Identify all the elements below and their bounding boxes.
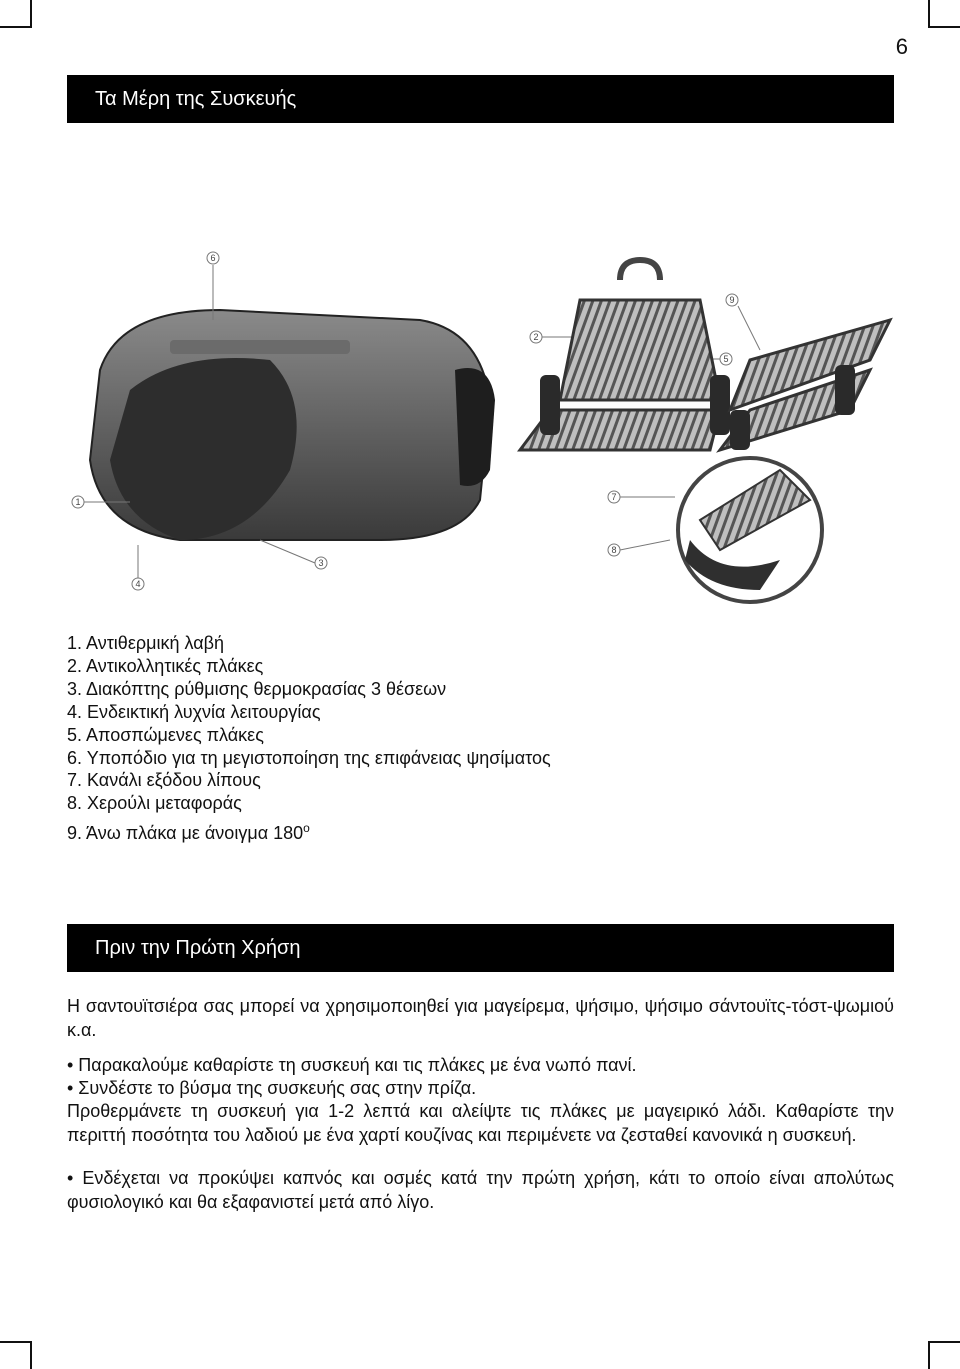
- callout-1: 1: [75, 497, 81, 507]
- section-header-first-use: [67, 924, 894, 972]
- open-grill-image: [520, 260, 730, 450]
- callout-5: 5: [723, 354, 729, 364]
- callout-2: 2: [533, 332, 539, 342]
- crop-mark: [30, 0, 32, 28]
- closed-grill-image: [90, 310, 495, 540]
- section-header-parts: [67, 75, 894, 123]
- callout-7: 7: [611, 492, 617, 502]
- list-item: 2. Αντικολλητικές πλάκες: [67, 655, 264, 676]
- crop-mark: [930, 26, 960, 28]
- callout-8: 8: [611, 545, 617, 555]
- crop-mark: [0, 26, 30, 28]
- grill-drawing: [60, 240, 910, 610]
- detail-circle-image: [678, 458, 822, 602]
- bullet-smoke: • Ενδέχεται να προκύψει καπνός και οσμές κατά την πρώτη χρήση, κάτι το οποίο είναι απολύτως φυσιολογικό και θα εξαφανιστεί μετά από λίγο.: [67, 1168, 894, 1212]
- crop-mark: [928, 0, 930, 28]
- list-item: 3. Διακόπτης ρύθμισης θερμοκρασίας 3 θέσεων: [67, 678, 447, 699]
- crop-mark: [928, 1341, 930, 1369]
- crop-mark: [0, 1341, 30, 1343]
- callout-6: 6: [210, 253, 216, 263]
- callout-4: 4: [135, 579, 141, 589]
- section-title: Πριν την Πρώτη Χρήση: [95, 936, 301, 959]
- list-item: 1. Αντιθερμική λαβή: [67, 633, 224, 653]
- section-title: Τα Μέρη της Συσκευής: [95, 87, 297, 110]
- list-item: [67, 817, 551, 845]
- flat-open-grill-image: [720, 320, 890, 450]
- preheat-paragraph: Προθερμάνετε τη συσκευή για 1-2 λεπτά και αλείψτε τις πλάκες με μαγειρικό λάδι. Καθαρίστε την περιττή ποσότητα του λαδιού με ένα χαρτί κουζίνας και περιμένετε να ζεσταθεί κανονικά η συσκευή.: [67, 1101, 894, 1145]
- page-number: 6: [895, 34, 908, 59]
- list-item: 6. Υποπόδιο για τη μεγιστοποίηση της επιφάνειας ψησίματος: [67, 747, 551, 768]
- list-item: 8. Χερούλι μεταφοράς: [67, 793, 242, 814]
- callout-3: 3: [318, 558, 324, 568]
- crop-mark: [930, 1341, 960, 1343]
- parts-list: [67, 632, 551, 845]
- list-item: 7. Κανάλι εξόδου λίπους: [67, 770, 261, 791]
- product-illustration: [60, 240, 910, 610]
- bullet-plug: • Συνδέστε το βύσμα της συσκευής σας στην πρίζα.: [67, 1078, 477, 1098]
- callout-9: 9: [729, 295, 735, 305]
- bullet-clean: • Παρακαλούμε καθαρίστε τη συσκευή και τις πλάκες με ένα νωπό πανί.: [67, 1055, 637, 1075]
- crop-mark: [30, 1341, 32, 1369]
- degree-superscript: ο: [303, 821, 310, 836]
- intro-paragraph: Η σαντουϊτσιέρα σας μπορεί να χρησιμοποιηθεί για μαγείρεμα, ψήσιμο, ψήσιμο σάντουϊτς-τόστ-ψωμιού κ.α.: [67, 996, 894, 1040]
- list-item: 5. Αποσπώμενες πλάκες: [67, 724, 264, 745]
- part-9-text: 9. Άνω πλάκα με άνοιγμα 180: [67, 823, 304, 844]
- list-item: 4. Ενδεικτική λυχνία λειτουργίας: [67, 701, 321, 722]
